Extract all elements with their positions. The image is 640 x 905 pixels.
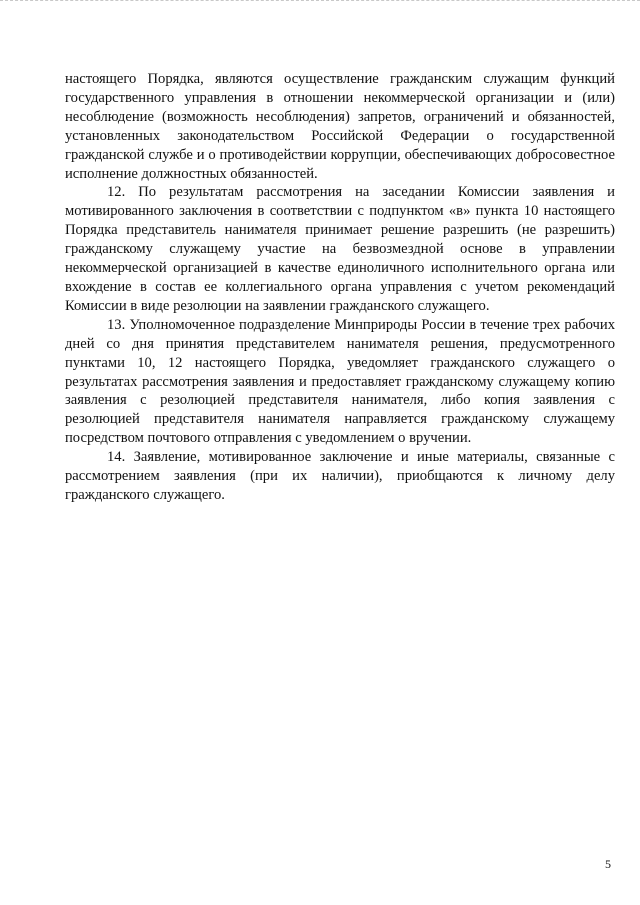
page-number: 5 — [605, 857, 611, 871]
page-top-edge — [0, 0, 640, 3]
paragraph-14: 14. Заявление, мотивированное заключение и иные материалы, связанные с рассмотрением заявления (при их наличии), приобщаются к личному делу гражданского служащего. — [65, 449, 615, 503]
paragraph-13: 13. Уполномоченное подразделение Минприроды России в течение трех рабочих дней со дня принятия представителем нанимателя решения, предусмотренного пунктами 10, 12 настоящего Порядка, уведомляет гражданского служащего о результатах рассмотрения заявления и предоставляет гражданскому служащему копию заявления с резолюцией представителя нанимателя, либо копия заявления с резолюцией представителя нанимателя направляется гражданскому служащему посредством почтового отправления с уведомлением о вручении. — [65, 316, 615, 447]
document-body — [65, 70, 615, 505]
paragraph-continuation: настоящего Порядка, являются осуществление гражданским служащим функций государственного управления в отношении некоммерческой организации и (или) несоблюдение (возможность несоблюдения) запретов, ограничений и обязанностей, установленных законодательством Российской Федерации о государственной гражданской службе и о противодействии коррупции, обеспечивающих добросовестное исполнение должностных обязанностей. — [65, 71, 615, 182]
paragraph-12: 12. По результатам рассмотрения на заседании Комиссии заявления и мотивированного заключения в соответствии с подпунктом «в» пункта 10 настоящего Порядка представитель нанимателя принимает решение разрешить (не разрешить) гражданскому служащему участие на безвозмездной основе в управлении некоммерческой организацией в качестве единоличного исполнительного органа или вхождение в состав ее коллегиального органа управления с учетом рекомендаций Комиссии в виде резолюции на заявлении гражданского служащего. — [65, 184, 615, 314]
